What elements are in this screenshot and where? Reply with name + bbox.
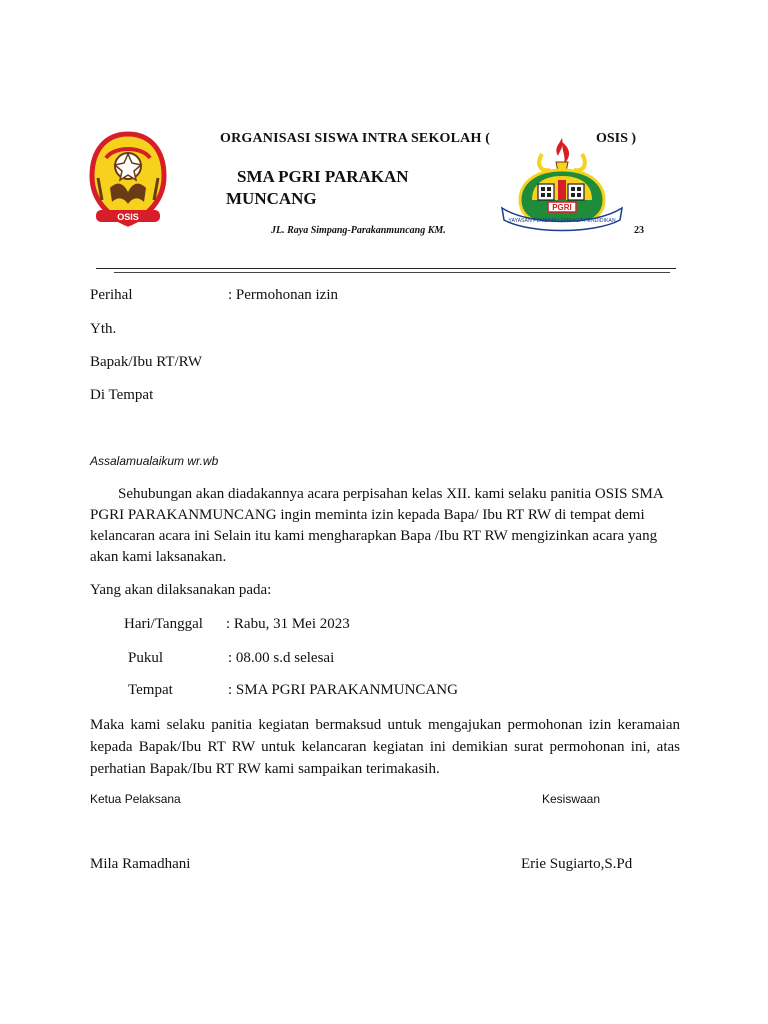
school-name-line2: MUNCANG [226, 189, 317, 208]
signature-left-title: Ketua Pelaksana [90, 792, 181, 806]
osis-logo-text: OSIS [117, 212, 139, 222]
schedule-intro: Yang akan dilaksanakan pada: [90, 582, 272, 598]
schedule-label-place: Tempat [128, 682, 173, 698]
body-line-1: Sehubungan akan diadakannya acara perpisahan kelas XII. kami selaku panitia OSIS SMA [118, 486, 664, 502]
body-line-2: PGRI PARAKANMUNCANG ingin meminta izin kepada Bapa/ Ibu RT RW di tempat demi [90, 507, 645, 523]
salutation-yth: Yth. [90, 321, 117, 337]
schedule-value-time: : 08.00 s.d selesai [228, 650, 335, 666]
schedule-label-time: Pukul [128, 650, 164, 666]
signature-right-title: Kesiswaan [542, 792, 601, 806]
perihal-value: : Permohonan izin [228, 287, 338, 303]
pgri-logo-text: PGRI [552, 203, 572, 212]
schedule-value-date: : Rabu, 31 Mei 2023 [226, 616, 350, 632]
schedule-value-place: : SMA PGRI PARAKANMUNCANG [228, 682, 458, 698]
pgri-logo [500, 134, 624, 234]
osis-logo [88, 130, 168, 230]
pgri-logo-icon [500, 134, 624, 234]
greeting: Assalamualaikum wr.wb [90, 454, 219, 468]
school-address: JL. Raya Simpang-Parakanmuncang KM. [271, 225, 446, 236]
closing-paragraph [90, 714, 680, 780]
closing-line-2: kepada Bapak/Ibu RT RW untuk kelancaran kegiatan ini demikian surat permohonan ini, atas [90, 739, 680, 755]
body-line-4: akan kami laksanakan. [90, 549, 227, 565]
pgri-logo-ribbon: YAYASAN PEMBINA LEMBAGA PENDIDIKAN [508, 218, 616, 224]
header-divider-bottom [114, 272, 670, 273]
organization-line-end: OSIS ) [596, 131, 637, 146]
organization-line: ORGANISASI SISWA INTRA SEKOLAH ( [220, 131, 491, 146]
closing-line-1: Maka kami selaku panitia kegiatan bermaksud untuk mengajukan permohonan izin keramaian [90, 717, 680, 733]
recipient-location: Di Tempat [90, 387, 154, 403]
signature-left-name: Mila Ramadhani [90, 856, 191, 872]
body-line-3: kelancaran acara ini Selain itu kami mengharapkan Bapa /Ibu RT RW mengizinkan acara yang [90, 528, 658, 544]
signature-right-name: Erie Sugiarto,S.Pd [521, 856, 633, 872]
recipient: Bapak/Ibu RT/RW [90, 354, 203, 370]
closing-line-3: perhatian Bapak/Ibu RT RW kami sampaikan terimakasih. [90, 761, 440, 777]
schedule-label-date: Hari/Tanggal [124, 616, 203, 632]
school-address-km: 23 [634, 225, 644, 236]
perihal-label: Perihal [90, 287, 133, 303]
school-name-line1: SMA PGRI PARAKAN [237, 167, 409, 186]
header-divider-top [96, 268, 676, 269]
osis-logo-icon [88, 130, 168, 230]
